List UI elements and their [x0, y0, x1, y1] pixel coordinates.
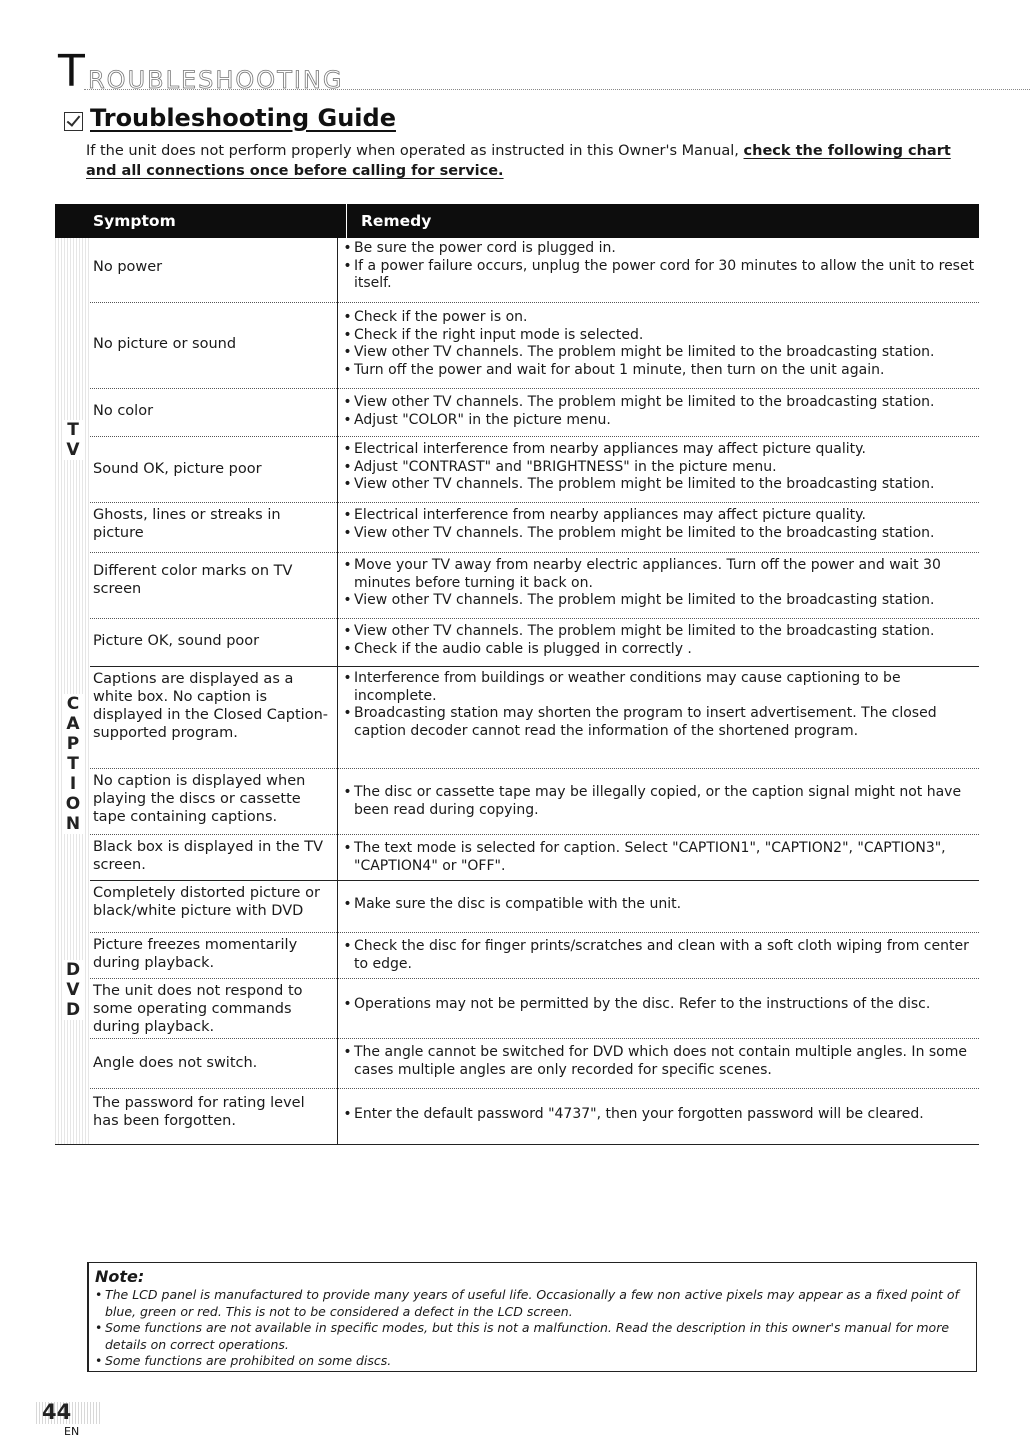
- remedy-text: Check if the audio cable is plugged in correctly .: [354, 640, 692, 657]
- row-gutter: [55, 302, 90, 388]
- bullet-icon: •: [343, 257, 352, 274]
- section-header: [58, 46, 1030, 96]
- row-gutter: [55, 1088, 90, 1144]
- column-divider: [337, 618, 338, 666]
- side-letter: V: [66, 440, 80, 460]
- note-item: [95, 1353, 968, 1370]
- symptom-cell: Picture freezes momentarily during playback.: [93, 937, 298, 971]
- table-row: [55, 1038, 979, 1089]
- note-item: [95, 1320, 968, 1353]
- bullet-icon: •: [343, 1044, 352, 1060]
- symptom-cell: Different color marks on TV screen: [93, 563, 293, 597]
- side-letter: D: [65, 1000, 81, 1020]
- row-gutter: [55, 502, 90, 552]
- remedy-cell: [341, 784, 977, 819]
- column-divider: [337, 302, 338, 388]
- remedy-text: Electrical interference from nearby appliances may affect picture quality.: [354, 441, 866, 457]
- remedy-cell: [341, 557, 977, 610]
- remedy-text: Electrical interference from nearby appliances may affect picture quality.: [354, 507, 866, 523]
- row-gutter: [55, 834, 90, 880]
- column-divider: [337, 978, 338, 1038]
- remedy-item: [341, 309, 977, 327]
- table-row: [55, 978, 979, 1039]
- note-item: [95, 1287, 968, 1320]
- page-number: 44: [42, 1400, 72, 1424]
- remedy-text: View other TV channels. The problem might be limited to the broadcasting station.: [354, 623, 935, 639]
- remedy-text: The disc or cassette tape may be illegally copied, or the caption signal might not have been read during copying.: [354, 784, 962, 818]
- intro-paragraph: [86, 141, 986, 181]
- note-text: The LCD panel is manufactured to provide many years of useful life. Occasionally a few non active pixels may appear as a fixed point of blue, green or red. This is not to be considered a defect in the LCD screen.: [105, 1287, 959, 1319]
- symptom-cell: Angle does not switch.: [93, 1055, 258, 1071]
- bullet-icon: •: [343, 441, 352, 457]
- remedy-cell: [341, 996, 977, 1014]
- remedy-item: [341, 394, 977, 412]
- side-letter: I: [69, 774, 77, 794]
- checkbox-icon: [64, 112, 83, 131]
- bullet-icon: •: [343, 840, 352, 856]
- remedy-text: If a power failure occurs, unplug the power cord for 30 minutes to allow the unit to reset itself.: [354, 257, 975, 291]
- remedy-cell: [341, 938, 977, 973]
- remedy-item: [341, 641, 977, 659]
- side-label-tv: [62, 420, 84, 460]
- section-header-text: ROUBLESHOOTING: [88, 66, 344, 94]
- page-title: Troubleshooting Guide: [90, 104, 396, 132]
- row-gutter: [55, 1038, 90, 1088]
- page-number-badge: [36, 1402, 100, 1424]
- remedy-text: The text mode is selected for caption. Select "CAPTION1", "CAPTION2", "CAPTION3", "CAPTION4" or "OFF".: [354, 840, 946, 874]
- bullet-icon: •: [343, 411, 352, 428]
- side-letter: T: [67, 420, 79, 440]
- remedy-text: Check if the power is on.: [354, 309, 528, 325]
- remedy-cell: [341, 507, 977, 542]
- column-divider: [337, 388, 338, 436]
- section-header-initial: T: [58, 46, 85, 97]
- table-header: [55, 204, 979, 238]
- side-letter: T: [67, 754, 79, 774]
- column-divider: [337, 238, 338, 302]
- row-gutter: [55, 880, 90, 932]
- remedy-item: [341, 441, 977, 459]
- column-divider: [337, 502, 338, 552]
- remedy-cell: [341, 840, 977, 875]
- side-letter: N: [65, 814, 81, 834]
- symptom-cell: Picture OK, sound poor: [93, 633, 260, 649]
- remedy-item: [341, 507, 977, 525]
- note-list: [95, 1287, 968, 1370]
- remedy-item: [341, 258, 977, 293]
- remedy-item: [341, 412, 977, 430]
- side-letter: V: [66, 980, 80, 1000]
- symptom-column-header: Symptom: [93, 212, 176, 230]
- remedy-text: Interference from buildings or weather conditions may cause captioning to be incomplete.: [354, 670, 901, 704]
- side-letter: A: [66, 714, 80, 734]
- table-row: [55, 436, 979, 503]
- symptom-cell: No power: [93, 259, 163, 275]
- table-row: [55, 880, 979, 933]
- bullet-icon: •: [343, 458, 352, 475]
- remedy-item: [341, 840, 977, 875]
- symptom-cell: Ghosts, lines or streaks in picture: [93, 507, 281, 541]
- remedy-item: [341, 938, 977, 973]
- remedy-cell: [341, 1044, 977, 1079]
- remedy-item: [341, 240, 977, 258]
- language-label: EN: [64, 1425, 80, 1438]
- bullet-icon: •: [343, 507, 352, 523]
- remedy-item: [341, 459, 977, 477]
- symptom-cell: Completely distorted picture or black/white picture with DVD: [93, 885, 320, 919]
- remedy-item: [341, 996, 977, 1014]
- remedy-item: [341, 705, 977, 740]
- side-letter: C: [66, 694, 80, 714]
- header-divider: [346, 204, 347, 238]
- bullet-icon: •: [343, 557, 352, 573]
- bullet-icon: •: [343, 670, 352, 686]
- bullet-icon: •: [343, 623, 352, 639]
- column-divider: [337, 932, 338, 978]
- intro-text: If the unit does not perform properly when operated as instructed in this Owner's Manual,: [86, 143, 744, 159]
- remedy-text: Turn off the power and wait for about 1 minute, then turn on the unit again.: [354, 361, 885, 378]
- note-title: Note:: [95, 1267, 145, 1286]
- remedy-text: Operations may not be permitted by the disc. Refer to the instructions of the disc.: [354, 996, 931, 1012]
- side-label-dvd: [62, 960, 84, 1020]
- table-row: [55, 932, 979, 979]
- note-box: [87, 1262, 977, 1372]
- remedy-text: The angle cannot be switched for DVD which does not contain multiple angles. In some cases multiple angles are only recorded for specific scenes.: [354, 1044, 967, 1078]
- bullet-icon: •: [343, 784, 352, 800]
- symptom-cell: Sound OK, picture poor: [93, 461, 262, 477]
- side-letter: O: [65, 794, 81, 814]
- bullet-icon: •: [95, 1353, 103, 1368]
- remedy-item: [341, 623, 977, 641]
- row-gutter: [55, 238, 90, 302]
- table-row: [55, 834, 979, 881]
- symptom-cell: No picture or sound: [93, 336, 237, 352]
- table-row: [55, 302, 979, 389]
- table-row: [55, 666, 979, 769]
- symptom-cell: Black box is displayed in the TV screen.: [93, 839, 324, 873]
- bullet-icon: •: [343, 592, 352, 608]
- bullet-icon: •: [343, 996, 352, 1012]
- column-divider: [337, 1088, 338, 1144]
- table-row: [55, 618, 979, 667]
- remedy-item: [341, 327, 977, 345]
- column-divider: [337, 768, 338, 834]
- bullet-icon: •: [343, 476, 352, 492]
- remedy-item: [341, 344, 977, 362]
- remedy-item: [341, 592, 977, 610]
- remedy-text: Adjust "CONTRAST" and "BRIGHTNESS" in the picture menu.: [354, 458, 777, 475]
- bullet-icon: •: [343, 309, 352, 325]
- remedy-column-header: Remedy: [361, 212, 432, 230]
- header-rule: [84, 89, 1030, 91]
- remedy-text: Adjust "COLOR" in the picture menu.: [354, 411, 611, 428]
- column-divider: [337, 1038, 338, 1088]
- remedy-text: Move your TV away from nearby electric appliances. Turn off the power and wait 30 minutes before turning it back on.: [354, 557, 941, 591]
- remedy-item: [341, 1044, 977, 1079]
- intro-emphasis: check the following chart and all connections once before calling for service.: [86, 143, 951, 179]
- row-gutter: [55, 618, 90, 666]
- symptom-cell: No color: [93, 403, 154, 419]
- remedy-text: Make sure the disc is compatible with the unit.: [354, 896, 682, 912]
- remedy-text: View other TV channels. The problem might be limited to the broadcasting station.: [354, 524, 935, 541]
- column-divider: [337, 552, 338, 618]
- bullet-icon: •: [343, 524, 352, 541]
- remedy-item: [341, 525, 977, 543]
- column-divider: [337, 834, 338, 880]
- remedy-text: View other TV channels. The problem might be limited to the broadcasting station.: [354, 344, 935, 360]
- table-row: [55, 552, 979, 619]
- note-text: Some functions are not available in specific modes, but this is not a malfunction. Read the description in this owner's manual for more details on correct operations.: [105, 1320, 950, 1352]
- note-text: Some functions are prohibited on some discs.: [105, 1353, 392, 1368]
- remedy-item: [341, 362, 977, 380]
- troubleshooting-table: [55, 204, 979, 1129]
- remedy-item: [341, 670, 977, 705]
- remedy-text: Check the disc for finger prints/scratches and clean with a soft cloth wiping from center to edge.: [354, 938, 969, 972]
- table-row: [55, 502, 979, 553]
- bullet-icon: •: [95, 1320, 103, 1335]
- remedy-text: View other TV channels. The problem might be limited to the broadcasting station.: [354, 394, 935, 410]
- bullet-icon: •: [343, 326, 352, 343]
- bullet-icon: •: [343, 640, 352, 657]
- bullet-icon: •: [343, 1106, 352, 1122]
- remedy-text: Be sure the power cord is plugged in.: [354, 240, 616, 256]
- symptom-cell: The password for rating level has been forgotten.: [93, 1095, 305, 1129]
- remedy-cell: [341, 670, 977, 740]
- remedy-text: View other TV channels. The problem might be limited to the broadcasting station.: [354, 476, 935, 492]
- bullet-icon: •: [343, 344, 352, 360]
- remedy-cell: [341, 309, 977, 379]
- column-divider: [337, 666, 338, 768]
- table-row: [55, 388, 979, 437]
- remedy-cell: [341, 896, 977, 914]
- remedy-text: Check if the right input mode is selected.: [354, 326, 644, 343]
- symptom-cell: Captions are displayed as a white box. No caption is displayed in the Closed Caption-supported program.: [93, 671, 328, 741]
- remedy-cell: [341, 623, 977, 658]
- bullet-icon: •: [343, 705, 352, 721]
- side-label-caption: [62, 694, 84, 834]
- column-divider: [337, 880, 338, 932]
- table-row: [55, 1088, 979, 1145]
- bullet-icon: •: [343, 938, 352, 954]
- remedy-item: [341, 476, 977, 494]
- bullet-icon: •: [343, 896, 352, 912]
- table-row: [55, 768, 979, 835]
- bullet-icon: •: [343, 361, 352, 378]
- remedy-cell: [341, 240, 977, 293]
- symptom-cell: The unit does not respond to some operating commands during playback.: [93, 983, 303, 1035]
- side-letter: P: [66, 734, 80, 754]
- remedy-item: [341, 784, 977, 819]
- remedy-cell: [341, 1106, 977, 1124]
- remedy-item: [341, 557, 977, 592]
- table-row: [55, 238, 979, 303]
- remedy-cell: [341, 394, 977, 429]
- bullet-icon: •: [343, 240, 352, 256]
- remedy-text: Broadcasting station may shorten the program to insert advertisement. The closed caption decoder cannot read the information of the shortened program.: [354, 705, 937, 739]
- column-divider: [337, 436, 338, 502]
- remedy-text: Enter the default password "4737", then your forgotten password will be cleared.: [354, 1106, 924, 1122]
- bullet-icon: •: [343, 394, 352, 410]
- symptom-cell: No caption is displayed when playing the discs or cassette tape containing captions.: [93, 773, 306, 825]
- remedy-item: [341, 896, 977, 914]
- row-gutter: [55, 552, 90, 618]
- side-letter: D: [65, 960, 81, 980]
- remedy-text: View other TV channels. The problem might be limited to the broadcasting station.: [354, 592, 935, 608]
- remedy-item: [341, 1106, 977, 1124]
- remedy-cell: [341, 441, 977, 494]
- bullet-icon: •: [95, 1287, 103, 1302]
